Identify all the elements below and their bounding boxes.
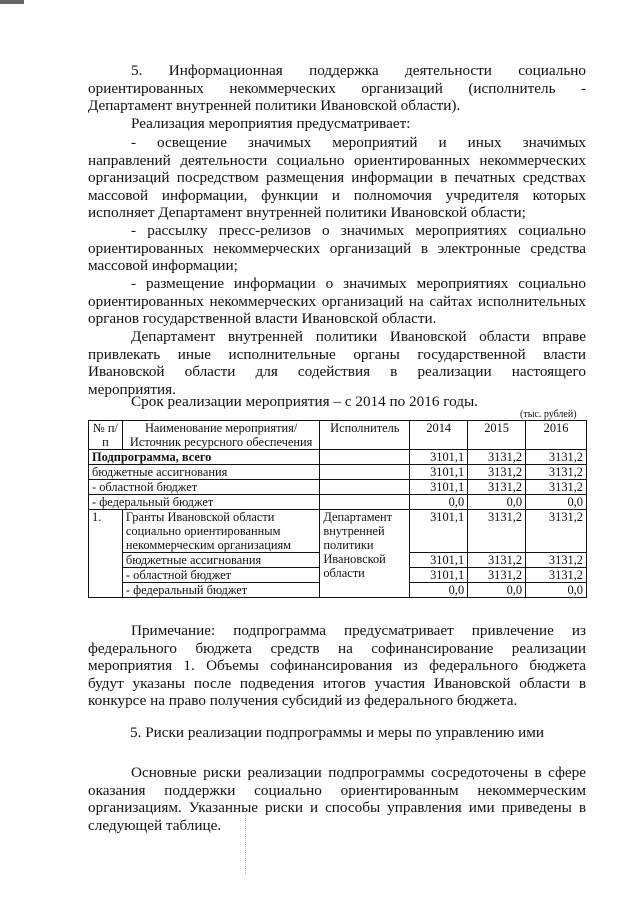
header-2016: 2016: [526, 421, 587, 450]
text-line: организациям. Указанные риски и способы управления ими приведены в: [88, 799, 586, 816]
text-line: направлений деятельности социально ориентированных некоммерческих: [88, 151, 586, 169]
paragraph-intro: [88, 115, 586, 133]
funding-table: [88, 420, 587, 598]
cell-2015: 3131,2: [468, 450, 526, 465]
text-line: мероприятия.: [88, 380, 176, 398]
row-executor: Департамент внутренней политики Ивановской области: [320, 510, 410, 598]
text-line: Департамент внутренней политики Ивановской области).: [88, 97, 461, 114]
cell-2016: 0,0: [526, 583, 587, 598]
row-label: - областной бюджет: [89, 480, 320, 495]
cell-2016: 3131,2: [526, 480, 587, 495]
row-label: - федеральный бюджет: [122, 583, 319, 598]
cell-2015: 0,0: [468, 583, 526, 598]
table-row: [89, 465, 587, 480]
table-row: [89, 480, 587, 495]
cell-2015: 3131,2: [468, 568, 526, 583]
header-2014: 2014: [410, 421, 468, 450]
text-line: следующей таблице.: [88, 816, 222, 834]
row-label: Гранты Ивановской области социально ориентированным некоммерческим организациям: [122, 510, 319, 553]
section-heading: 5. Риски реализации подпрограммы и меры по управлению ими: [130, 724, 544, 741]
cell-2015: 3131,2: [468, 553, 526, 568]
header-num: № п/п: [89, 421, 123, 450]
paragraph-note: [88, 622, 586, 710]
cell-2015: 3131,2: [468, 465, 526, 480]
text-line: массовой информации, функции и полномочия учредителя которых: [88, 186, 586, 204]
cell-2016: 3131,2: [526, 465, 587, 480]
scan-mark: [0, 0, 24, 4]
cell-2014: 0,0: [410, 583, 468, 598]
cell-2015: 0,0: [468, 495, 526, 510]
table-row: [89, 450, 587, 465]
text-line: ориентированных некоммерческих организаций в электронные средства: [88, 239, 586, 257]
text-line: Департамент внутренней политики Ивановской области вправе: [131, 328, 586, 345]
text-line: исполняет Департамент внутренней политики Ивановской области;: [88, 204, 526, 221]
text-line: Срок реализации мероприятия – с 2014 по 2016 годы.: [131, 393, 478, 410]
text-line: будут указаны после подведения итогов участия Ивановской области в: [88, 674, 586, 692]
text-line: Основные риски реализации подпрограммы сосредоточены в сфере: [131, 764, 586, 781]
cell-2016: 0,0: [526, 495, 587, 510]
cell-2015: 3131,2: [468, 510, 526, 553]
text-line: - рассылку пресс-релизов о значимых мероприятиях социально: [131, 222, 586, 239]
text-line: федерального бюджета средств на софинансирование реализации: [88, 639, 586, 657]
cell-2014: 3101,1: [410, 450, 468, 465]
text-line: - освещение значимых мероприятий и иных значимых: [131, 134, 586, 151]
row-label: Подпрограмма, всего: [89, 450, 320, 465]
text-line: организаций посредством размещения информации в печатных средствах: [88, 169, 586, 186]
cell-2014: 3101,1: [410, 465, 468, 480]
text-line: Ивановской области для содействия в реализации настоящего: [88, 363, 586, 380]
row-number: 1.: [89, 510, 123, 598]
paragraph-risks: [88, 764, 586, 834]
cell-2016: 3131,2: [526, 568, 587, 583]
header-2015: 2015: [468, 421, 526, 450]
row-label: - областной бюджет: [122, 568, 319, 583]
text-line: оказания поддержки социально ориентированным некоммерческим: [88, 781, 586, 799]
cell-2016: 3131,2: [526, 553, 587, 568]
text-line: ориентированных некоммерческих организаций (исполнитель -: [88, 79, 586, 97]
paragraph-item-1: [88, 134, 586, 222]
units-label: (тыс. рублей): [520, 409, 577, 420]
row-executor: [320, 480, 410, 495]
text-line: органов государственной власти Ивановской области.: [88, 310, 437, 327]
header-executor: Исполнитель: [320, 421, 410, 450]
scan-artifact: [245, 815, 248, 875]
row-executor: [320, 495, 410, 510]
table-row: [89, 510, 587, 553]
text-line: массовой информации;: [88, 257, 238, 274]
row-executor: [320, 465, 410, 480]
row-label: - федеральный бюджет: [89, 495, 320, 510]
text-line: ориентированных некоммерческих организаций на сайтах исполнительных: [88, 292, 586, 310]
cell-2014: 3101,1: [410, 480, 468, 495]
text-line: конкурсе на право получения субсидий из федерального бюджета.: [88, 692, 518, 709]
text-line: 5. Информационная поддержка деятельности социально: [131, 62, 586, 79]
table-row: [89, 495, 587, 510]
paragraph-department: [88, 328, 586, 398]
paragraph-item-2: [88, 222, 586, 275]
text-line: мероприятия 1. Объемы софинансирования из федерального бюджета: [88, 657, 586, 674]
cell-2015: 3131,2: [468, 480, 526, 495]
cell-2014: 3101,1: [410, 553, 468, 568]
text-line: - размещение информации о значимых мероприятиях социально: [131, 275, 586, 292]
row-label: бюджетные ассигнования: [89, 465, 320, 480]
cell-2016: 3131,2: [526, 450, 587, 465]
row-executor: [320, 450, 410, 465]
cell-2014: 3101,1: [410, 510, 468, 553]
paragraph-item-3: [88, 275, 586, 328]
text-line: привлекать иные исполнительные органы государственной власти: [88, 345, 586, 363]
text-line: Реализация мероприятия предусматривает:: [131, 115, 411, 132]
cell-2014: 0,0: [410, 495, 468, 510]
cell-2014: 3101,1: [410, 568, 468, 583]
text-line: Примечание: подпрограмма предусматривает привлечение из: [131, 622, 586, 639]
table-header-row: [89, 421, 587, 450]
cell-2016: 3131,2: [526, 510, 587, 553]
paragraph-5-title: [88, 62, 586, 115]
row-label: бюджетные ассигнования: [122, 553, 319, 568]
paragraph-term: [88, 393, 586, 411]
header-name: Наименование мероприятия/ Источник ресурсного обеспечения: [122, 421, 319, 450]
